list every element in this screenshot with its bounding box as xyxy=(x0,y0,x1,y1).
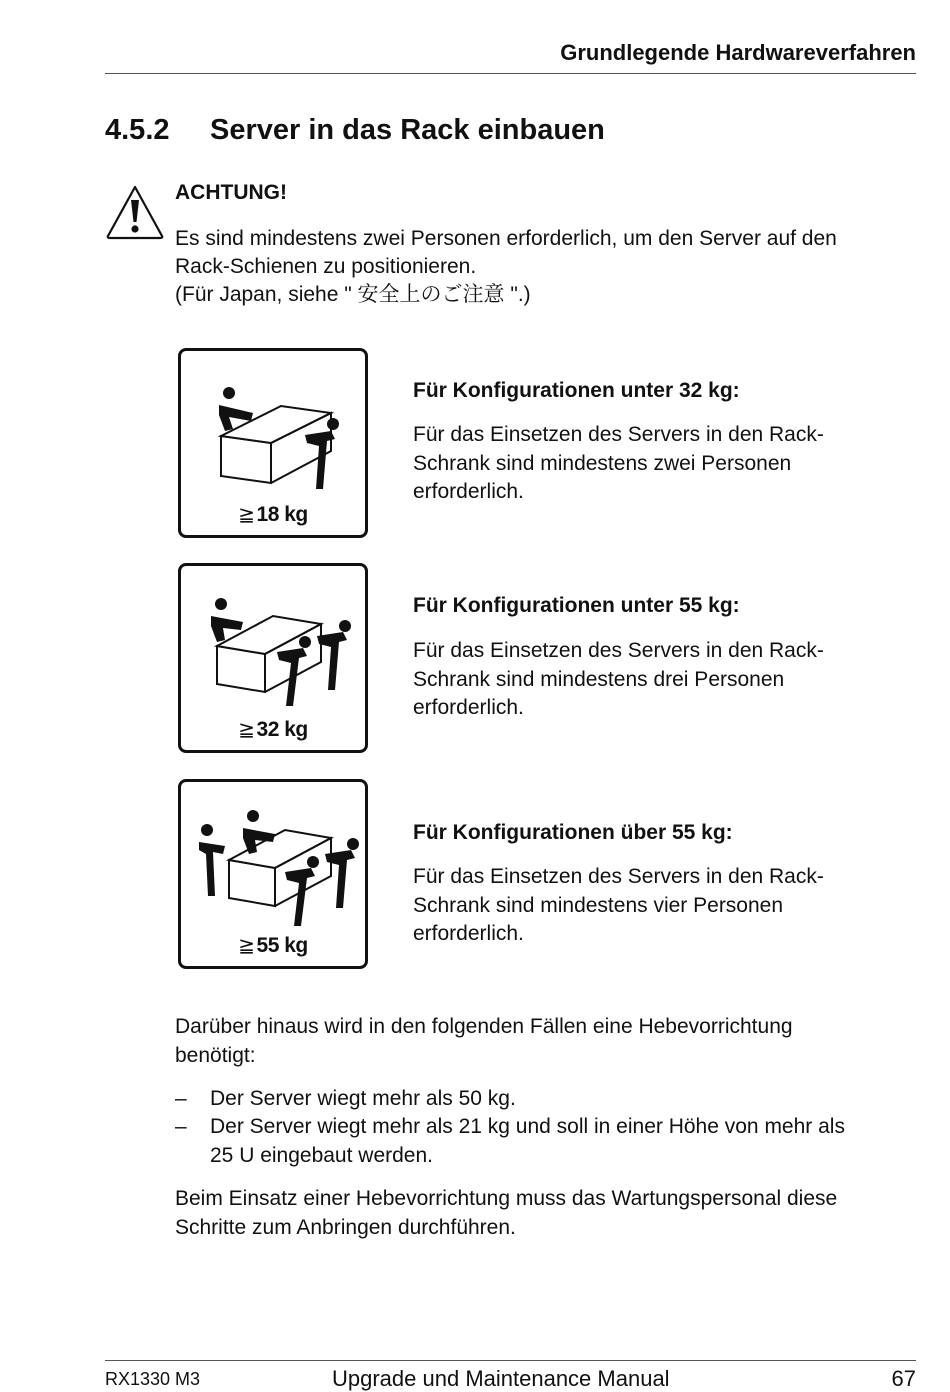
footer-model: RX1330 M3 xyxy=(105,1369,201,1389)
warning-line: Rack-Schienen zu positionieren. xyxy=(175,255,477,278)
intro-paragraph: Darüber hinaus wird in den folgenden Fällen eine Hebevorrichtung benötigt: xyxy=(175,1015,793,1067)
weight-label: ≧18 kg xyxy=(238,502,308,526)
warning-text xyxy=(175,225,935,309)
config-text: Für das Einsetzen des Servers in den Rack- Schrank sind mindestens zwei Personen erforderlich. xyxy=(413,423,824,503)
warning-line-japan: (Für Japan, siehe " 安全上のご注意 ".) xyxy=(175,283,531,306)
config-text: Für das Einsetzen des Servers in den Rack- Schrank sind mindestens vier Personen erforderlich. xyxy=(413,865,824,945)
footer-divider xyxy=(105,1360,916,1361)
config-heading: Für Konfigurationen unter 55 kg: xyxy=(413,594,740,617)
weight-label: ≧55 kg xyxy=(238,933,308,957)
warning-triangle-icon xyxy=(104,184,166,240)
warning-line: Es sind mindestens zwei Personen erforderlich, um den Server auf den xyxy=(175,227,837,250)
config-text: Für das Einsetzen des Servers in den Rack- Schrank sind mindestens drei Personen erforderlich. xyxy=(413,639,824,719)
page-number: 67 xyxy=(891,1366,916,1391)
running-header: Grundlegende Hardwareverfahren xyxy=(560,40,916,65)
footer-manual-title: Upgrade und Maintenance Manual xyxy=(332,1366,670,1391)
list-item: – Der Server wiegt mehr als 50 kg. xyxy=(175,1087,516,1110)
section-number: 4.5.2 xyxy=(105,114,170,146)
closing-paragraph: Beim Einsatz einer Hebevorrichtung muss das Wartungspersonal diese Schritte zum Anbringen durchführen. xyxy=(175,1187,838,1239)
two-person-lift-icon xyxy=(178,348,368,538)
warning-label: ACHTUNG! xyxy=(175,181,287,204)
config-heading: Für Konfigurationen über 55 kg: xyxy=(413,821,733,844)
list-item: – Der Server wiegt mehr als 21 kg und soll in einer Höhe von mehr als 25 U eingebaut werden. xyxy=(175,1115,845,1167)
section-title: Server in das Rack einbauen xyxy=(210,114,605,146)
weight-label: ≧32 kg xyxy=(238,717,308,741)
three-person-lift-icon xyxy=(178,563,368,753)
header-divider xyxy=(105,73,916,74)
four-person-lift-icon xyxy=(178,779,368,969)
config-heading: Für Konfigurationen unter 32 kg: xyxy=(413,379,740,402)
